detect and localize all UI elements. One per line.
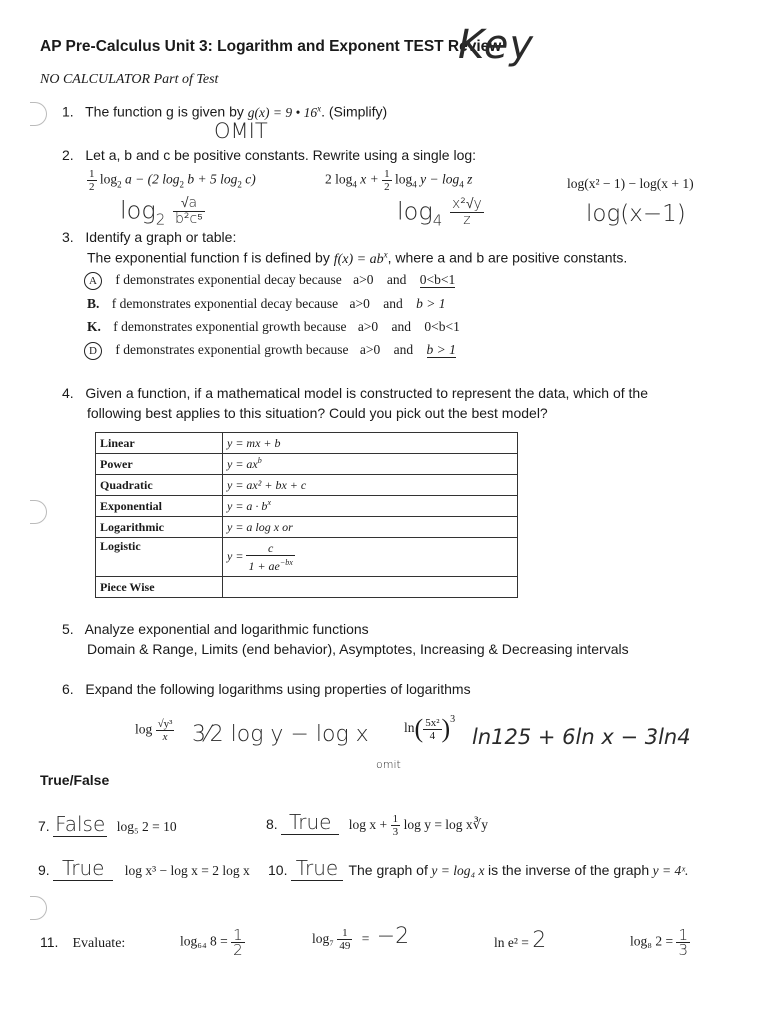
table-row: [96, 538, 518, 577]
question-4-line2: following best applies to this situation? Could you pick out the best model?: [87, 405, 548, 421]
option-a[interactable]: A f demonstrates exponential decay because a>0 and 0<b<1: [84, 272, 455, 290]
table-row: [96, 517, 518, 538]
expression-6b: ln( $\frac{\text{5x²}}{4}$ )$^3$: [404, 714, 456, 743]
question-number: 5.: [62, 621, 74, 637]
answer-2a: $\log_2$ $\frac{√a}{\text{b²c⁵}}$: [120, 195, 203, 229]
model-name: Exponential: [96, 496, 223, 517]
question-number: 4.: [62, 385, 74, 401]
model-formula: y = $\frac{c}{1 + ae^{-bx}}$: [223, 538, 518, 577]
question-9: 9. True log x³ − log x = 2 log x: [38, 856, 250, 880]
expression-6a: log $\frac{\text{√y³}}{x}$: [135, 718, 173, 743]
expression-2a: $\frac{1}{2}$ $\log_2 a - (2$ $\log_2 b + 5$ $\log_2 c$): [89, 168, 256, 193]
question-formula: g(x) = 9 • 16$^x$: [247, 103, 322, 120]
question-number: 1.: [62, 103, 74, 120]
option-mark: D: [84, 342, 102, 360]
hole-punch-bottom: [30, 896, 47, 920]
omit-note: omit: [376, 758, 401, 771]
question-1: 1. The function g is given by g(x) = 9 • 16$^x$. (Simplify): [62, 103, 388, 120]
hole-punch-middle: [30, 500, 47, 524]
answer-6b: ln125 + 6ln x − 3ln4: [472, 725, 691, 749]
option-b[interactable]: B. f demonstrates exponential decay because a>0 and b > 1: [87, 296, 446, 311]
table-row: [96, 475, 518, 496]
model-name: Piece Wise: [96, 577, 223, 598]
answer-blank: True: [281, 810, 339, 835]
question-6: [62, 681, 471, 697]
true-false-heading: True/False: [40, 772, 110, 788]
model-name: Quadratic: [96, 475, 223, 496]
model-name: Linear: [96, 433, 223, 454]
question-text: Analyze exponential and logarithmic functions: [84, 621, 369, 637]
hole-punch-top: [30, 102, 47, 126]
page-subtitle: NO CALCULATOR Part of Test: [40, 72, 219, 87]
question-4: [62, 385, 648, 401]
question-5: [62, 621, 369, 637]
answer-blank: True: [53, 856, 113, 881]
answer-2b: $\log_4$ $\frac{\text{x²√y}}{z}$: [397, 196, 482, 230]
model-formula: $y = a \cdot b^x$: [223, 496, 518, 517]
expression-2b: 2 $\log_4 x$ + $\frac{1}{2}$ $\log_4 y - \log_4 z$: [325, 168, 473, 193]
answer-blank: False: [55, 812, 106, 836]
expression-2c: log(x² − 1) − log(x + 1): [567, 176, 694, 191]
question-text: Given a function, if a mathematical model is constructed to represent the data, which of the: [85, 385, 648, 401]
question-number: 3.: [62, 229, 74, 245]
answer-key-mark: Key: [458, 22, 535, 68]
model-formula: y = a log x or: [223, 517, 518, 538]
question-text: Let a, b and c be positive constants. Rewrite using a single log:: [85, 147, 477, 163]
option-mark: A: [84, 272, 102, 290]
option-c[interactable]: K. f demonstrates exponential growth because a>0 and 0<b<1: [87, 319, 460, 334]
model-formula: $y = ax^b$: [223, 454, 518, 475]
model-name: Logistic: [96, 538, 223, 577]
question-11: 11. Evaluate:: [40, 934, 126, 951]
evaluate-2: log₇ $\frac{1}{49}$ = −2: [312, 924, 410, 953]
models-table: [95, 432, 518, 598]
handwritten-omit: OMIT: [214, 119, 268, 143]
model-name: Logarithmic: [96, 517, 223, 538]
question-10: 10. True The graph of y = log₄ x is the inverse of the graph y = 4ˣ.: [268, 856, 689, 880]
question-3: [62, 229, 236, 245]
page-title: AP Pre-Calculus Unit 3: Logarithm and Exponent TEST Review: [40, 38, 502, 55]
question-2: [62, 147, 476, 163]
question-5-line2: Domain & Range, Limits (end behavior), Asymptotes, Increasing & Decreasing intervals: [87, 641, 629, 657]
evaluate-4: log₈ 2 = $\frac{1}{3}$: [630, 926, 688, 959]
evaluate-3: ln e² = 2: [494, 928, 547, 953]
option-mark: B.: [87, 296, 100, 311]
option-mark: K.: [87, 319, 101, 334]
table-row: [96, 496, 518, 517]
question-number: 6.: [62, 681, 74, 697]
answer-blank: True: [291, 856, 343, 881]
question-7: 7. False log₅ 2 = 10: [38, 812, 177, 836]
model-formula: [223, 577, 518, 598]
model-name: Power: [96, 454, 223, 475]
table-row: [96, 577, 518, 598]
table-row: [96, 433, 518, 454]
model-formula: y = ax² + bx + c: [223, 475, 518, 496]
question-number: 2.: [62, 147, 74, 163]
table-row: [96, 454, 518, 475]
question-text: The function g is given by: [85, 103, 244, 120]
question-text: Expand the following logarithms using properties of logarithms: [85, 681, 471, 697]
answer-6a: 3⁄2 log y − log x: [192, 722, 369, 747]
model-formula: y = mx + b: [223, 433, 518, 454]
option-d[interactable]: D f demonstrates exponential growth because a>0 and b > 1: [84, 342, 456, 360]
evaluate-1: log₆₄ 8 = $\frac{1}{2}$: [180, 926, 243, 959]
answer-2c: log(x−1): [586, 201, 686, 227]
question-8: 8. True log x + $\frac{1}{3}$ log y = log x∛y: [266, 810, 489, 839]
question-heading: Identify a graph or table:: [85, 229, 237, 245]
question-3-stem: The exponential function f is defined by $f(x) = ab^x$, where a and b are positive constants.: [87, 249, 628, 267]
